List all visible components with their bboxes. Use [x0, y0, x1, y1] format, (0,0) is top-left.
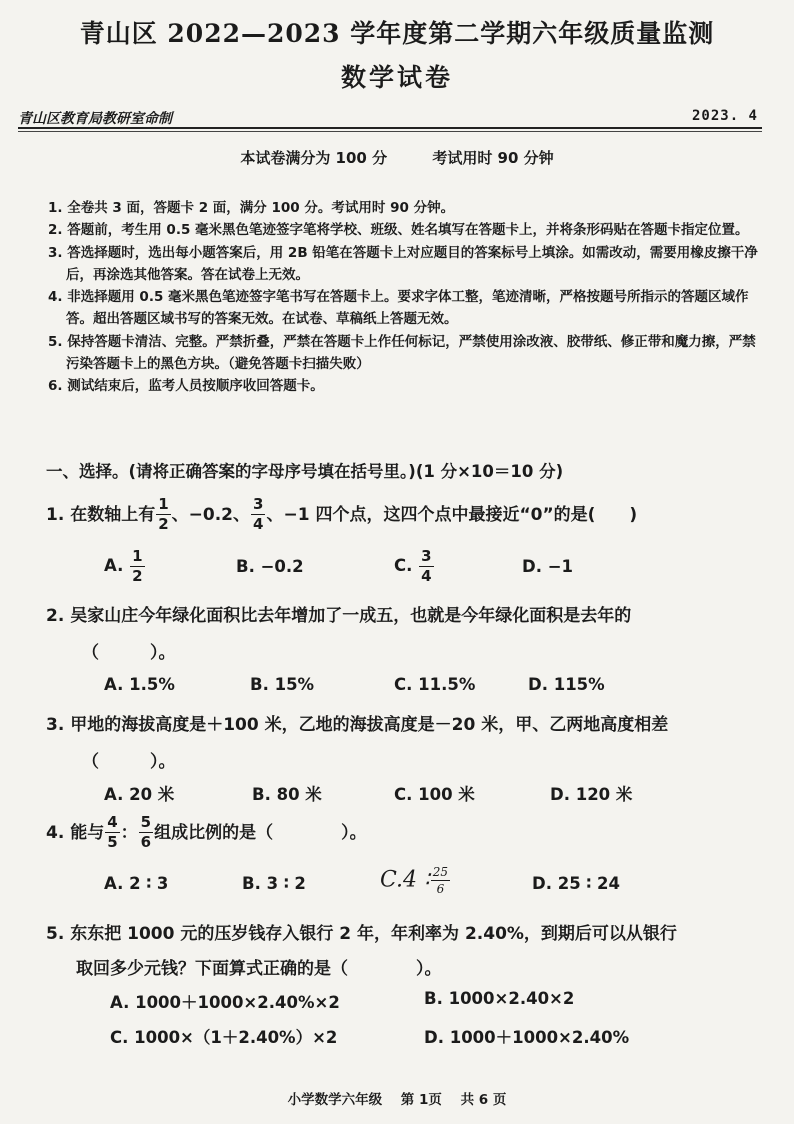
exam-date: 2023. 4: [691, 108, 758, 124]
option-a: A. 2 ∶ 3: [104, 874, 169, 893]
fraction: [419, 549, 433, 584]
exam-subtitle: 数学试卷: [340, 63, 453, 92]
exam-title: 青山区 2022—2023 学年度第二学期六年级质量监测: [79, 19, 715, 48]
option-a: [104, 549, 146, 584]
instruction-item: 3. 答选择题时，选出每小题答案后，用 2B 铅笔在答题卡上对应题目的答案标号上填涂。如需改动，需要用橡皮擦干净后，再涂选其他答案。答在试卷上无效。: [48, 244, 758, 283]
option-a: A. 1.5%: [104, 675, 175, 694]
question-1: [46, 497, 758, 532]
option-c: C. 11.5%: [394, 675, 476, 694]
question-5-line2: 取回多少元钱？下面算式正确的是（ ）。: [76, 959, 442, 979]
footer-subject: 小学数学六年级: [287, 1092, 383, 1108]
footer-page: 第 1页: [400, 1092, 442, 1108]
ratio-colon: ：: [120, 822, 138, 843]
fraction: [156, 497, 170, 532]
footer-total: 共 6 页: [460, 1092, 507, 1108]
option-label: C.: [380, 867, 404, 893]
q5-options: [110, 989, 710, 1059]
question-text: 、−1 四个点，这四个点中最接近“0”的是( ): [266, 504, 638, 525]
fraction-numerator: 4: [107, 813, 118, 831]
question-number: 5.: [46, 924, 65, 944]
fraction-denominator: 6: [140, 833, 152, 851]
fraction-denominator: 4: [253, 515, 264, 533]
question-number: 3.: [46, 715, 65, 735]
question-text: 能与: [70, 822, 105, 843]
option-d: D. 115%: [528, 675, 605, 694]
fraction-denominator: 4: [421, 567, 432, 585]
option-d: D. −1: [522, 557, 574, 576]
fraction-denominator: 5: [107, 833, 118, 851]
fraction-numerator: 3: [421, 547, 432, 565]
fraction-numerator: 5: [140, 813, 152, 831]
option-d: D. 25 ∶ 24: [532, 874, 620, 893]
time-limit-text: 考试用时 90 分钟: [432, 149, 554, 167]
header-rule: [18, 127, 762, 129]
instruction-item: 6. 测试结束后，监考人员按顺序收回答题卡。: [48, 378, 324, 395]
instruction-item: 4. 非选择题用 0.5 毫米黑色笔迹签字笔书写在答题卡上。要求字体工整，笔迹清晰，严格按题号所指示的答题区域作答。超出答题区域书写的答案无效。在试卷、草稿纸上答题无效。: [48, 289, 749, 328]
option-b: B. 1000×2.40×2: [424, 989, 575, 1008]
question-text: 甲地的海拔高度是＋100 米，乙地的海拔高度是－20 米，甲、乙两地高度相差: [70, 715, 669, 735]
fraction: [130, 549, 144, 584]
fraction: [251, 497, 265, 532]
fraction-denominator: 2: [158, 515, 169, 533]
instructions: [48, 197, 768, 398]
question-text: 组成比例的是（ ）。: [154, 822, 367, 843]
question-number: 1.: [46, 504, 65, 525]
score-time-line: [0, 147, 794, 168]
question-text: 东东把 1000 元的压岁钱存入银行 2 年，年利率为 2.40%，到期后可以从银行: [70, 924, 677, 944]
fraction-numerator: 1: [132, 547, 143, 565]
question-text: 在数轴上有: [70, 504, 156, 525]
question-4: [46, 815, 758, 850]
option-c: C. 100 米: [394, 785, 475, 804]
publisher-row: [18, 106, 758, 128]
option-c-handwritten: [380, 866, 451, 895]
option-b: B. 3 ∶ 2: [242, 874, 306, 893]
fraction-denominator: 2: [132, 567, 143, 585]
full-score-text: 本试卷满分为 100 分: [240, 149, 388, 167]
fraction: [105, 815, 119, 850]
option-label: C.: [394, 556, 413, 575]
option-d: D. 1000＋1000×2.40%: [424, 1028, 630, 1047]
fraction-numerator: 3: [253, 495, 264, 513]
fraction-numerator: 25: [432, 865, 449, 879]
instruction-item: 2. 答题前，考生用 0.5 毫米黑色笔迹签字笔将学校、班级、姓名填写在答题卡上，并将条形码贴在答题卡指定位置。: [48, 222, 749, 239]
option-c: [394, 549, 435, 584]
question-text: 、−0.2、: [171, 504, 251, 525]
q3-options: [104, 781, 704, 807]
option-c: C. 1000×（1＋2.40%）×2: [110, 1028, 338, 1047]
question-3: [46, 710, 758, 735]
issuer-text: 青山区教育局教研室命制: [18, 111, 172, 127]
header-rule-thin: [18, 131, 762, 132]
fraction: [139, 815, 153, 850]
question-text: 吴家山庄今年绿化面积比去年增加了一成五，也就是今年绿化面积是去年的: [70, 606, 632, 626]
fraction: [431, 866, 450, 895]
fraction-numerator: 1: [158, 495, 169, 513]
fraction-denominator: 6: [436, 882, 445, 896]
question-2: [46, 601, 758, 626]
question-5: [46, 919, 758, 944]
q1-options: [104, 549, 704, 589]
option-a: A. 20 米: [104, 785, 175, 804]
q4-options: [104, 866, 704, 902]
instruction-item: 1. 全卷共 3 面，答题卡 2 面，满分 100 分。考试用时 90 分钟。: [48, 200, 455, 216]
question-3-blank: （ ）。: [82, 752, 176, 772]
section-title: 一、选择。(请将正确答案的字母序号填在括号里。)(1 分×10＝10 分): [46, 462, 564, 481]
option-label: A.: [104, 556, 124, 575]
option-value: 4 ∶: [403, 867, 430, 893]
option-d: D. 120 米: [550, 785, 633, 804]
page-footer: [0, 1088, 794, 1108]
question-number: 4.: [46, 822, 65, 843]
option-b: B. 15%: [250, 675, 315, 694]
question-2-blank: （ ）。: [82, 643, 176, 663]
option-a: A. 1000＋1000×2.40%×2: [110, 993, 340, 1012]
q2-options: [104, 675, 704, 701]
instruction-item: 5. 保持答题卡清洁、完整。严禁折叠，严禁在答题卡上作任何标记，严禁使用涂改液、胶带纸、修正带和魔力擦，严禁污染答题卡上的黑色方块。（避免答题卡扫描失败）: [48, 333, 756, 373]
option-b: B. 80 米: [252, 785, 322, 804]
option-b: B. −0.2: [236, 557, 304, 576]
question-number: 2.: [46, 606, 65, 626]
